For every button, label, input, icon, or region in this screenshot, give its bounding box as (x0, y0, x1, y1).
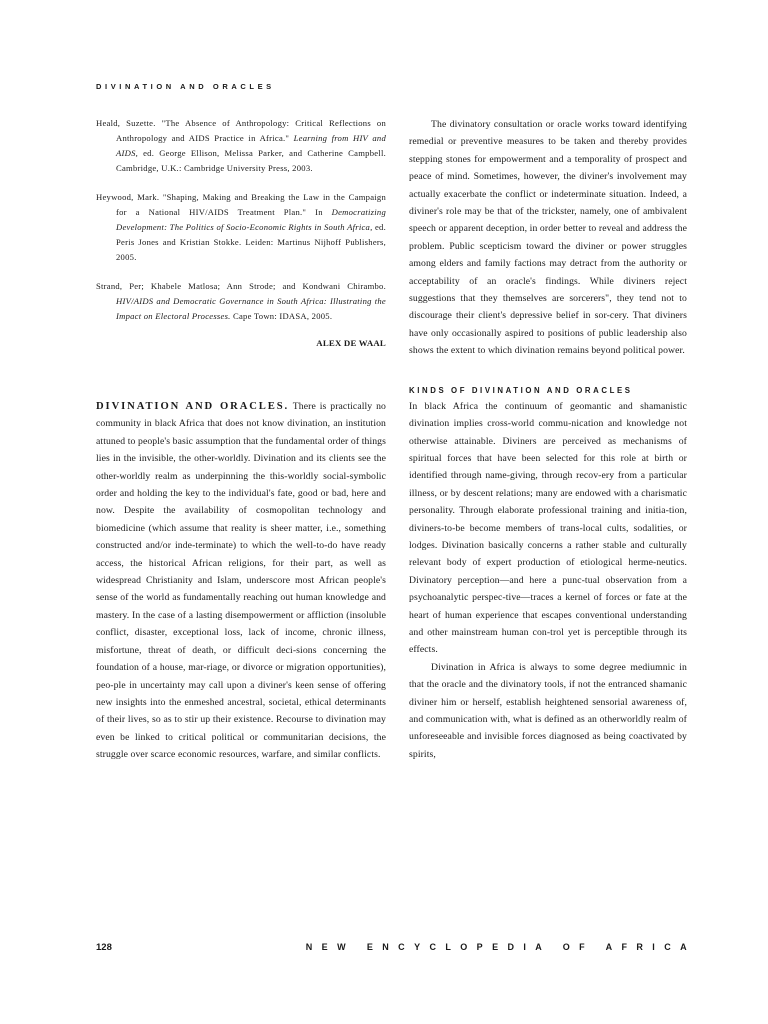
reference-title: Democratizing Development: The Politics of Socio-Economic Rights in South Africa, (116, 207, 386, 232)
running-foot: NEW ENCYCLOPEDIA OF AFRICA (305, 942, 696, 952)
paragraph-kinds: In black Africa the continuum of geomantic and shamanistic divination implies cross-world commu-nication and knowledge not otherwise attainable. Diviners are perceived as mechanisms of spiritual forces that have been selected for this role at birth or identified through name-giving, through recov-ery from a particular illness, or by descent relations; many are endowed with a charismatic personality. Through elaborate professional training and initia-tion, diviners-to-be become members of trans-local cults, sodalities, or lodges. Divination basically concerns a rather stable and culturally relevant body of expert production of etiological herme-neutics. Divinatory perception—and here a punc-tual observation from a psychoanalytic perspec-tive—traces a kernel of forces or fate at the heart of human experience that escapes conventional understanding and other mainstream human con-trol yet is perceptible through its effects. (409, 400, 687, 656)
reference-text: Heald, Suzette. "The Absence of Anthropology: Critical Reflections on Anthropology and AIDS Practice in Africa." (96, 118, 386, 143)
reference-text: ed. George Ellison, Melissa Parker, and Catherine Campbell. Cambridge, U.K.: Cambridge University Press, 2003. (116, 148, 386, 173)
left-column (96, 116, 386, 764)
paragraph-consultation: The divinatory consultation or oracle works toward identifying remedial or preventive measures to be taken and thereby provides stepping stones for empowerment and a temporality of prospect and peace of mind. Sometimes, however, the diviner's involvement may actually exacerbate the conflict or indeterminate situation. Indeed, a diviner's role may be that of the trickster, namely, one of ambivalent speech or apparent deception, in order better to reveal and address the problem. Public scepticism toward the diviner or power struggles among elders and family factions may detract from the authority or acceptability of an oracle's findings. While diviners reject suggestions that they themselves are sorcerers", they tend not to discourage their client's depressive belief in sor-cery. That diviners have only occasionally aspired to positions of public leadership also shows the extent to which divination remains beyond political power. (409, 119, 687, 357)
reference-text: Heywood, Mark. "Shaping, Making and Breaking the Law in the Campaign for a National HIV/AIDS Treatment Plan." In (96, 192, 386, 217)
reference-text: Cape Town: IDASA, 2005. (230, 311, 333, 321)
reference-title: HIV/AIDS and Democratic Governance in South Africa: Illustrating the Impact on Electoral Processes. (116, 296, 386, 321)
reference-text: Strand, Per; Khabele Matlosa; Ann Strode; and Kondwani Chirambo. (96, 281, 386, 291)
section-heading: KINDS OF DIVINATION AND ORACLES (409, 385, 633, 395)
page-footer (96, 942, 696, 956)
reference-title: Learning from HIV and AIDS, (116, 133, 386, 158)
reference-heald (96, 116, 386, 176)
page-number: 128 (96, 942, 112, 953)
paragraph-mediumnic: Divination in Africa is always to some degree mediumnic in that the oracle and the divinatory tools, if not the entranced shamanic diviner him or herself, establish heightened sensorial awareness of, and communication with, what is defined as an otherworldly realm of unforeseeable and invisible forces diagnosed as being coactivated by spirits, (409, 661, 687, 760)
entry-title: DIVINATION AND ORACLES. (96, 401, 290, 412)
author-signature: ALEX DE WAAL (316, 338, 386, 348)
entry-text: There is practically no community in black Africa that does not know divination, an institution attuned to people's basic assumption that the fundamental order of things lies in the invisible, the other-worldly. Divination and its clients see the other-worldly realm as underpinning the this-worldly social-symbolic order and holding the key to the individual's fate, good or bad, here and now. Despite the availability of cosmopolitan technology and biomedicine (which assume that reality is sheer matter, i.e., something constructed and/or inde-terminate) to which the well-to-do have ready access, the historical African religions, for their part, as well as widespread Christianity and Islam, underscore most African people's sense of the world as fundamentally reaching out human knowledge and mastery. In the case of a lasting disempowerment or affliction (insoluble conflict, disaster, exceptional loss, lack of income, chronic illness, misfortune, threat of death, or difficult deci-sions concerning the foundation of a house, mar-riage, or divorce or migration opportunities), peo-ple in uncertainty may call upon a diviner's keen sense of offering new insights into the enmeshed ancestral, societal, ethical determinants of their lives, so as to stir up their existence. Recourse to divination may even be linked to critical political or communitarian decisions, the struggle over scarce economic resources, warfare, and similar conflicts. (96, 401, 387, 761)
reference-strand (96, 279, 386, 324)
running-head: DIVINATION AND ORACLES (96, 82, 275, 91)
reference-heywood (96, 190, 386, 265)
right-column (409, 116, 687, 763)
reference-text: ed. Peris Jones and Kristian Stokke. Leiden: Martinus Nijhoff Publishers, 2005. (116, 222, 386, 262)
entry-paragraph (96, 398, 386, 764)
